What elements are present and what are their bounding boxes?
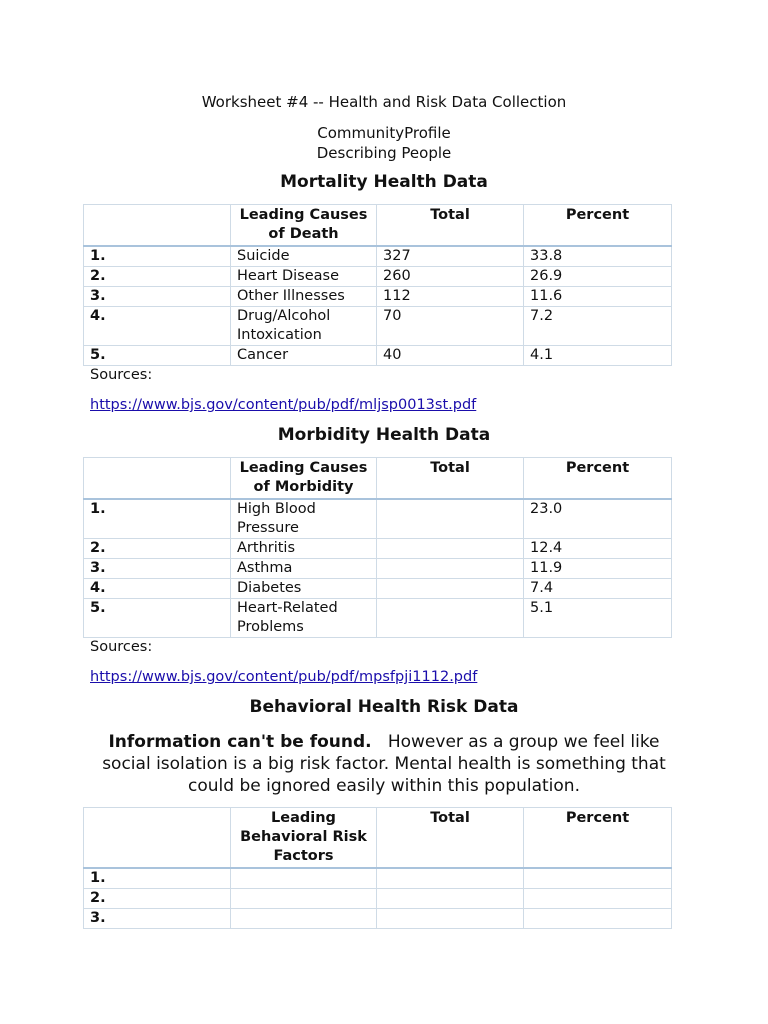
total-cell — [377, 889, 524, 909]
rank-cell: 3. — [84, 559, 231, 579]
mortality-source-link[interactable]: https://www.bjs.gov/content/pub/pdf/mljsp0013st.pdf — [90, 397, 477, 413]
morbidity-sources-label: Sources: — [90, 639, 153, 655]
table-row — [84, 868, 672, 889]
cause-cell — [231, 889, 377, 909]
percent-cell: 11.6 — [524, 287, 672, 307]
total-cell — [377, 499, 524, 539]
table-row — [84, 346, 672, 366]
column-header: Leading Causes of Death — [231, 205, 377, 247]
cause-cell — [231, 868, 377, 889]
table-row — [84, 287, 672, 307]
total-cell: 70 — [377, 307, 524, 346]
rank-cell: 1. — [84, 868, 231, 889]
table-row — [84, 246, 672, 267]
mortality-heading: Mortality Health Data — [280, 172, 488, 192]
table-row — [84, 559, 672, 579]
cause-cell: Asthma — [231, 559, 377, 579]
column-header — [84, 205, 231, 247]
column-header: Leading Causes of Morbidity — [231, 458, 377, 500]
cause-cell — [231, 909, 377, 929]
behavioral-table — [83, 807, 672, 929]
table-row — [84, 307, 672, 346]
column-header: Percent — [524, 808, 672, 869]
morbidity-heading: Morbidity Health Data — [277, 425, 491, 445]
table-row — [84, 579, 672, 599]
column-header: Total — [377, 458, 524, 500]
percent-cell — [524, 868, 672, 889]
cause-cell: Diabetes — [231, 579, 377, 599]
column-header: Percent — [524, 458, 672, 500]
table-row — [84, 599, 672, 638]
rank-cell: 4. — [84, 307, 231, 346]
rank-cell: 5. — [84, 346, 231, 366]
rank-cell: 1. — [84, 246, 231, 267]
cause-cell: Heart Disease — [231, 267, 377, 287]
behavioral-heading: Behavioral Health Risk Data — [249, 697, 519, 717]
percent-cell: 7.4 — [524, 579, 672, 599]
total-cell — [377, 909, 524, 929]
profile-line-1: CommunityProfile — [317, 124, 451, 142]
profile-line-2: Describing People — [316, 144, 452, 162]
column-header: Total — [377, 808, 524, 869]
cause-cell: Cancer — [231, 346, 377, 366]
cause-cell: Arthritis — [231, 539, 377, 559]
total-cell — [377, 539, 524, 559]
percent-cell: 33.8 — [524, 246, 672, 267]
percent-cell — [524, 889, 672, 909]
total-cell: 327 — [377, 246, 524, 267]
rank-cell: 2. — [84, 539, 231, 559]
column-header: Leading Behavioral Risk Factors — [231, 808, 377, 869]
percent-cell: 5.1 — [524, 599, 672, 638]
percent-cell: 7.2 — [524, 307, 672, 346]
table-row — [84, 909, 672, 929]
table-row — [84, 539, 672, 559]
total-cell — [377, 579, 524, 599]
total-cell: 112 — [377, 287, 524, 307]
morbidity-table — [83, 457, 672, 638]
table-header-row — [84, 808, 672, 869]
rank-cell: 4. — [84, 579, 231, 599]
info-bold: Information can't be found. — [108, 732, 372, 752]
percent-cell: 23.0 — [524, 499, 672, 539]
column-header — [84, 808, 231, 869]
percent-cell: 26.9 — [524, 267, 672, 287]
behavioral-info — [0, 731, 768, 797]
percent-cell — [524, 909, 672, 929]
total-cell — [377, 599, 524, 638]
worksheet-title: Worksheet #4 -- Health and Risk Data Collection — [201, 93, 567, 111]
cause-cell: Other Illnesses — [231, 287, 377, 307]
profile-subtitle — [0, 123, 768, 163]
rank-cell: 2. — [84, 267, 231, 287]
info-text: However as a group we feel like social isolation is a big risk factor. Mental health is something that could be ignored easily within this population. — [102, 732, 666, 796]
cause-cell: High Blood Pressure — [231, 499, 377, 539]
cause-cell: Drug/Alcohol Intoxication — [231, 307, 377, 346]
table-header-row — [84, 458, 672, 500]
table-header-row — [84, 205, 672, 247]
table-row — [84, 499, 672, 539]
cause-cell: Suicide — [231, 246, 377, 267]
percent-cell: 12.4 — [524, 539, 672, 559]
total-cell: 260 — [377, 267, 524, 287]
morbidity-source-link[interactable]: https://www.bjs.gov/content/pub/pdf/mpsfpji1112.pdf — [90, 669, 478, 685]
mortality-table — [83, 204, 672, 366]
total-cell: 40 — [377, 346, 524, 366]
table-row — [84, 889, 672, 909]
total-cell — [377, 868, 524, 889]
column-header: Total — [377, 205, 524, 247]
mortality-sources-label: Sources: — [90, 367, 153, 383]
rank-cell: 1. — [84, 499, 231, 539]
percent-cell: 4.1 — [524, 346, 672, 366]
cause-cell: Heart-Related Problems — [231, 599, 377, 638]
table-row — [84, 267, 672, 287]
total-cell — [377, 559, 524, 579]
percent-cell: 11.9 — [524, 559, 672, 579]
column-header: Percent — [524, 205, 672, 247]
rank-cell: 5. — [84, 599, 231, 638]
rank-cell: 3. — [84, 909, 231, 929]
column-header — [84, 458, 231, 500]
rank-cell: 3. — [84, 287, 231, 307]
rank-cell: 2. — [84, 889, 231, 909]
